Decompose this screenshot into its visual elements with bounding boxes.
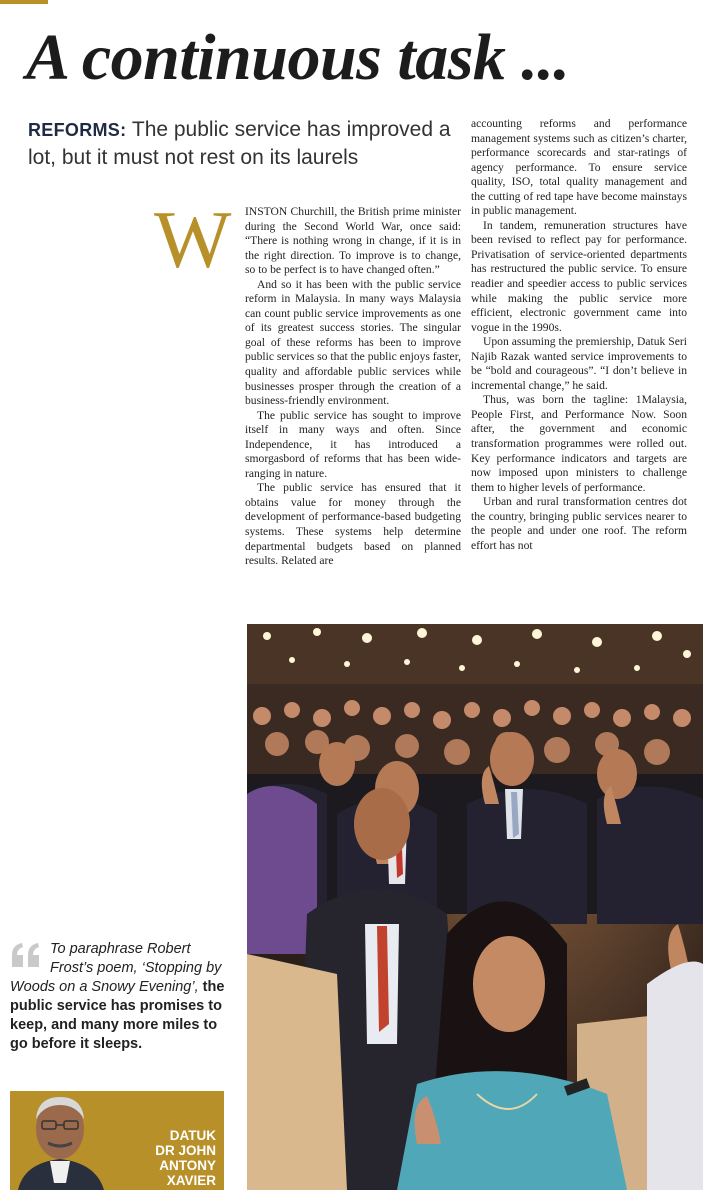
paragraph: In tandem, remuneration structures have been revised to reflect pay for performance. Privatisation of service-oriented departments has restructured the public service. To ensure readier and speedier access to public services while making the public service more efficient, electronic government came into vogue in the 1990s. [471, 218, 687, 334]
author-name-line: ANTONY [159, 1158, 216, 1173]
author-name-line: DR JOHN [155, 1143, 216, 1158]
crowd-photo [247, 624, 703, 1190]
paragraph: The public service has sought to improve itself in many ways and often. Since Independence, it has introduced a smorgasbord of reforms that has been wide-ranging in nature. [245, 408, 461, 480]
article-column-1 [154, 194, 461, 569]
standfirst [28, 116, 460, 171]
paragraph: accounting reforms and performance management systems such as citizen’s charter, performance scorecards and star-ratings of agency performance. To ensure service quality, ISO, total quality management and the cutting of red tape have become mainstays in public management. [471, 117, 687, 218]
pull-quote-bold: the public service has promises to keep, and many more miles to go before it sleeps. [10, 979, 225, 1052]
author-name [106, 1128, 216, 1188]
paragraph: The public service has ensured that it obtains value for money through the development of performance-based budgeting systems. These systems help determine departmental budgets based on planned results. Related are [245, 481, 461, 568]
section-tab [0, 0, 48, 4]
paragraph [154, 194, 461, 285]
headline: A continuous task ... [26, 21, 570, 94]
paragraph: Urban and rural transformation centres dot the country, bringing public services nearer to the people and under one roof. The reform effort has not [471, 495, 687, 552]
author-portrait [14, 1091, 110, 1190]
article-column-2 [471, 117, 687, 553]
pull-quote [10, 940, 236, 1054]
paragraph: Upon assuming the premiership, Datuk Seri Najib Razak wanted service improvements to be “bold and courageous”. “I don’t believe in incremental change,” he said. [471, 335, 687, 392]
paragraph-text: INSTON Churchill, the British prime minister during the Second World War, once said: “There is nothing wrong in change, if it is in the right direction. To improve is to change, so to be perfect is to have changed often.” [245, 205, 461, 277]
author-name-line: DATUK [169, 1128, 216, 1143]
author-byline [10, 1091, 224, 1190]
drop-cap: W [154, 194, 232, 285]
author-name-line: XAVIER [166, 1173, 216, 1188]
standfirst-text: The public service has improved a lot, but it must not rest on its laurels [28, 118, 451, 169]
standfirst-kicker: REFORMS: [28, 120, 127, 140]
paragraph: Thus, was born the tagline: 1Malaysia, People First, and Performance Now. Soon after, the government and economic transformation programmes were rolled out. Key performance indicators and targets are now imposed upon ministers to challenge them to higher levels of performance. [471, 393, 687, 494]
paragraph: And so it has been with the public service reform in Malaysia. In many ways Malaysia can count public service improvements as one of its greatest success stories. The singular goal of these reforms has been to improve public services so that the public enjoys faster, quality and affordable public services while businesses prosper through the creation of a business-friendly environment. [245, 277, 461, 408]
pull-quote-italic: To paraphrase Robert Frost’s poem, ‘Stopping by Woods on a Snowy Evening’, [10, 941, 222, 995]
quote-mark-icon [10, 941, 44, 969]
